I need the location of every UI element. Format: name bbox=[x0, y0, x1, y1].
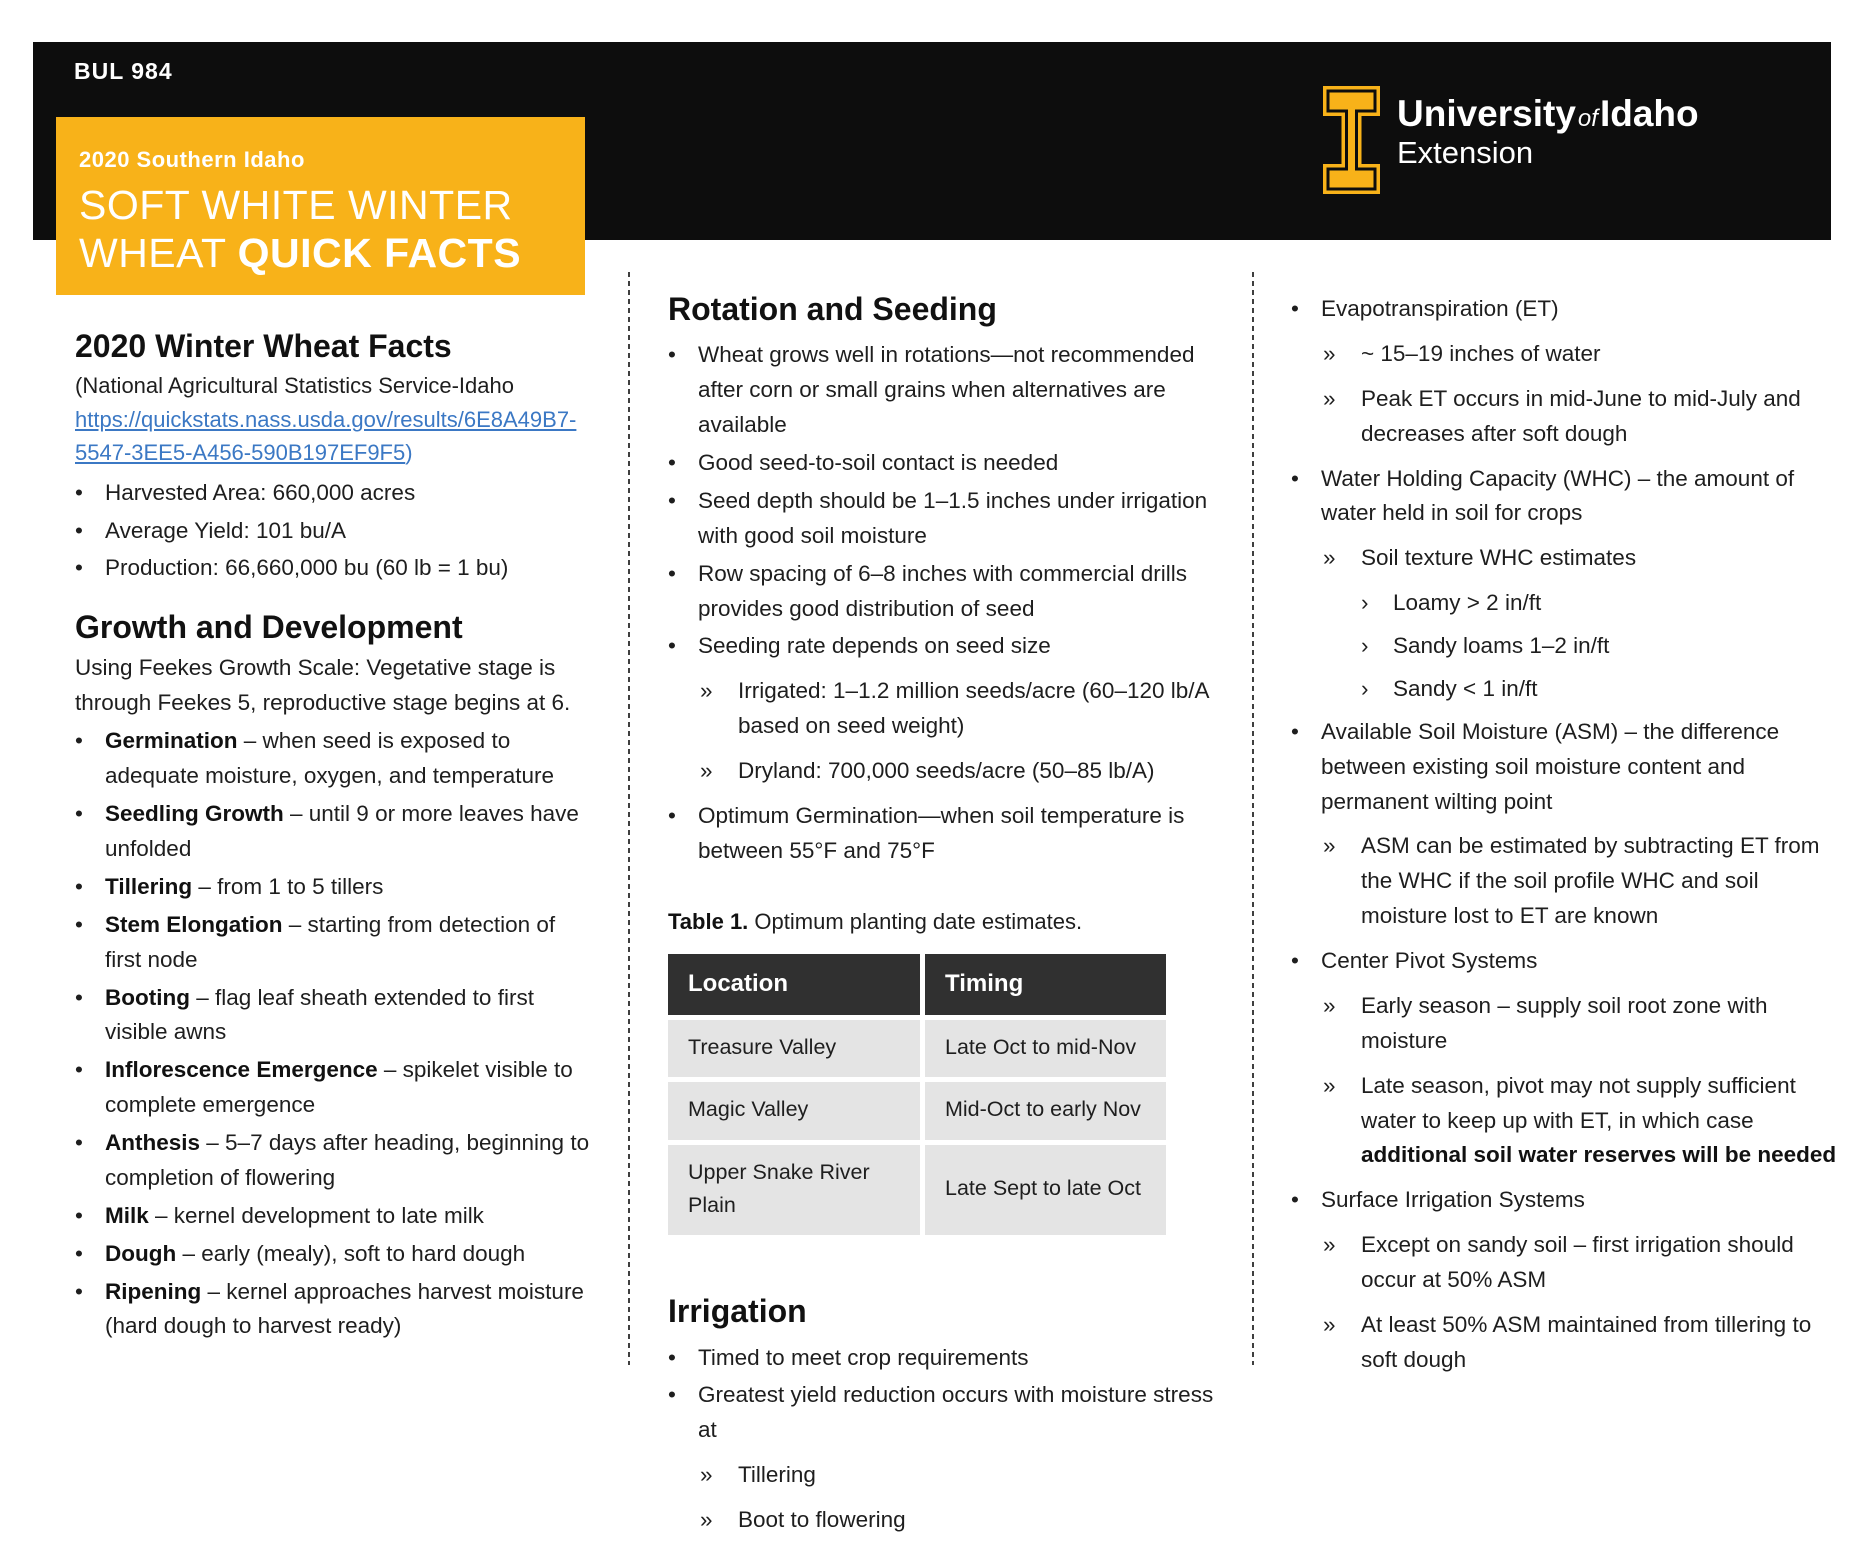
stage-term: Anthesis bbox=[105, 1130, 201, 1156]
stage-description: – 5–7 days after heading, beginning to completion of flowering bbox=[105, 1130, 590, 1190]
growth-heading: Growth and Development bbox=[75, 609, 463, 646]
logo-word-of: of bbox=[1577, 105, 1598, 132]
list-item-text: Evapotranspiration (ET) bbox=[1321, 296, 1559, 321]
right-column bbox=[1291, 292, 1839, 1388]
table-cell-location: Magic Valley bbox=[668, 1082, 920, 1139]
list-item-text: Available Soil Moisture (ASM) – the difference between existing soil moisture content and permanent wilting point bbox=[1321, 718, 1780, 814]
list-item bbox=[1323, 1308, 1839, 1378]
chevron-bullet-icon: » bbox=[1323, 385, 1336, 411]
list-item-text: ~ 15–19 inches of water bbox=[1361, 340, 1601, 366]
list-item-text: Water Holding Capacity (WHC) – the amount of water held in soil for crops bbox=[1321, 465, 1795, 526]
list-item bbox=[1323, 337, 1839, 372]
table-caption bbox=[668, 905, 1216, 939]
growth-stage-item bbox=[75, 797, 590, 867]
list-item bbox=[1291, 292, 1839, 327]
chevron-bullet-icon: » bbox=[1323, 1072, 1336, 1098]
stage-description: – starting from detection of first node bbox=[105, 911, 556, 972]
chevron-bullet-icon: » bbox=[700, 678, 713, 704]
list-item-text: Good seed-to-soil contact is needed bbox=[698, 450, 1059, 476]
table-cell-location: Upper Snake River Plain bbox=[668, 1145, 920, 1236]
bullet-icon: • bbox=[75, 1240, 83, 1266]
list-item-text: Irrigated: 1–1.2 million seeds/acre (60–120 lb/A based on seed weight) bbox=[738, 678, 1209, 739]
list-item-text: Dryland: 700,000 seeds/acre (50–85 lb/A) bbox=[738, 758, 1155, 784]
stage-term: Inflorescence Emergence bbox=[105, 1057, 378, 1083]
bullet-icon: • bbox=[75, 1130, 83, 1156]
list-item-text: Sandy < 1 in/ft bbox=[1393, 675, 1538, 701]
bullet-icon: • bbox=[75, 555, 83, 581]
list-item-text: Optimum Germination—when soil temperature is between 55°F and 75°F bbox=[698, 802, 1185, 863]
bullet-icon: • bbox=[75, 1278, 83, 1304]
stage-description: – when seed is exposed to adequate moisture, oxygen, and temperature bbox=[105, 728, 555, 789]
logo-extension: Extension bbox=[1397, 134, 1534, 170]
chevron-bullet-icon: › bbox=[1361, 590, 1369, 616]
list-item bbox=[1323, 829, 1839, 934]
growth-stage-item bbox=[75, 1237, 590, 1272]
growth-stages-list bbox=[75, 724, 590, 1344]
growth-intro: Using Feekes Growth Scale: Vegetative stage is through Feekes 5, reproductive stage begins at 6. bbox=[75, 654, 571, 715]
column-divider-left bbox=[628, 272, 630, 1365]
growth-stage-item bbox=[75, 724, 590, 794]
list-item-text: Loamy > 2 in/ft bbox=[1393, 590, 1542, 616]
list-item-text: Peak ET occurs in mid-June to mid-July and decreases after soft dough bbox=[1361, 385, 1801, 446]
growth-stage-item bbox=[75, 1275, 590, 1345]
bullet-icon: • bbox=[668, 633, 676, 659]
list-item bbox=[1323, 382, 1839, 452]
stage-term: Milk bbox=[105, 1202, 149, 1228]
list-item-text: Center Pivot Systems bbox=[1321, 948, 1538, 973]
logo-word-university: University bbox=[1397, 93, 1576, 134]
list-item bbox=[1323, 989, 1839, 1059]
list-item-text: Late season, pivot may not supply sufficient water to keep up with ET, in which case additional soil water reserves will be needed bbox=[1361, 1072, 1837, 1168]
list-item-text: Greatest yield reduction occurs with moisture stress at bbox=[698, 1382, 1214, 1443]
table-cell-timing: Late Sept to late Oct bbox=[925, 1145, 1166, 1236]
list-item-text: Surface Irrigation Systems bbox=[1321, 1187, 1585, 1213]
left-column bbox=[75, 327, 590, 1347]
list-item-text: Timed to meet crop requirements bbox=[698, 1344, 1029, 1370]
bullet-icon: • bbox=[668, 802, 676, 828]
list-item-text: Seeding rate depends on seed size bbox=[698, 633, 1051, 659]
table-row bbox=[668, 1020, 1166, 1077]
growth-stage-item bbox=[75, 981, 590, 1051]
growth-stage-item bbox=[75, 1053, 590, 1123]
planting-date-table-block bbox=[668, 905, 1216, 1241]
banner-kicker: 2020 Southern Idaho bbox=[79, 147, 305, 172]
bullet-icon: • bbox=[1291, 948, 1299, 973]
chevron-bullet-icon: » bbox=[1323, 992, 1336, 1018]
stage-description: – from 1 to 5 tillers bbox=[192, 873, 384, 899]
stage-term: Dough bbox=[105, 1240, 177, 1266]
list-item-text: Average Yield: 101 bu/A bbox=[105, 517, 347, 543]
chevron-bullet-icon: » bbox=[1323, 1311, 1336, 1337]
source-prefix: (National Agricultural Statistics Service-Idaho bbox=[75, 373, 514, 399]
list-item-text: Boot to flowering bbox=[738, 1507, 906, 1533]
list-item bbox=[668, 1341, 1216, 1376]
list-item bbox=[668, 338, 1216, 443]
bullet-icon: • bbox=[75, 728, 83, 754]
bullet-icon: • bbox=[668, 1344, 676, 1370]
stage-description: – early (mealy), soft to hard dough bbox=[176, 1240, 526, 1266]
bullet-icon: • bbox=[75, 479, 83, 505]
chevron-bullet-icon: » bbox=[700, 758, 713, 784]
list-item bbox=[1361, 629, 1839, 664]
list-item bbox=[668, 446, 1216, 481]
banner-title-line1: SOFT WHITE WINTER bbox=[79, 182, 513, 228]
list-item bbox=[700, 1503, 1216, 1538]
list-item-text: ASM can be estimated by subtracting ET from the WHC if the soil profile WHC and soil moisture lost to ET are known bbox=[1361, 833, 1820, 929]
logo-university-of-idaho bbox=[1397, 94, 1699, 135]
bullet-icon: • bbox=[668, 450, 676, 476]
stage-term: Booting bbox=[105, 984, 190, 1010]
irrigation-heading: Irrigation bbox=[668, 1293, 807, 1330]
list-item bbox=[1323, 1228, 1839, 1298]
list-item bbox=[1291, 715, 1839, 820]
bullet-icon: • bbox=[668, 1382, 676, 1408]
stage-term: Tillering bbox=[105, 873, 193, 899]
list-item bbox=[75, 551, 590, 586]
stage-term: Stem Elongation bbox=[105, 911, 283, 937]
bullet-icon: • bbox=[1291, 465, 1299, 491]
list-item-text: Sandy loams 1–2 in/ft bbox=[1393, 633, 1610, 658]
list-item bbox=[1361, 586, 1839, 621]
chevron-bullet-icon: » bbox=[1323, 545, 1336, 571]
banner-title-regular: WHEAT bbox=[79, 230, 238, 277]
table-header-row bbox=[668, 954, 1166, 1015]
list-item-text: Tillering bbox=[738, 1462, 816, 1488]
chevron-bullet-icon: › bbox=[1361, 633, 1369, 658]
title-banner bbox=[56, 117, 585, 295]
list-item-text: Production: 66,660,000 bu (60 lb = 1 bu) bbox=[105, 555, 509, 581]
list-item bbox=[1291, 462, 1839, 532]
bullet-icon: • bbox=[1291, 296, 1299, 321]
list-item-text: At least 50% ASM maintained from tillering to soft dough bbox=[1361, 1311, 1812, 1372]
list-item bbox=[700, 754, 1216, 789]
source-suffix: ) bbox=[405, 440, 413, 466]
bullet-icon: • bbox=[668, 487, 676, 513]
chevron-bullet-icon: › bbox=[1361, 675, 1369, 701]
banner-title-bold: QUICK FACTS bbox=[237, 230, 522, 277]
stage-description: – spikelet visible to complete emergence bbox=[105, 1057, 573, 1118]
list-item bbox=[668, 629, 1216, 664]
list-item-text: Row spacing of 6–8 inches with commercial drills provides good distribution of seed bbox=[698, 560, 1187, 621]
list-item bbox=[700, 674, 1216, 744]
logo-word-idaho: Idaho bbox=[1599, 93, 1699, 134]
chevron-bullet-icon: » bbox=[1323, 340, 1336, 366]
facts-list bbox=[75, 476, 590, 587]
list-item bbox=[1361, 672, 1839, 707]
bullet-icon: • bbox=[668, 342, 676, 368]
growth-stage-item bbox=[75, 908, 590, 978]
list-item bbox=[1291, 1183, 1839, 1218]
bullet-icon: • bbox=[1291, 718, 1299, 744]
source-link[interactable]: https://quickstats.nass.usda.gov/results/6E8A49B7-5547-3EE5-A456-590B197EF9F5 bbox=[75, 406, 577, 466]
bullet-icon: • bbox=[1291, 1187, 1299, 1213]
bullet-icon: • bbox=[75, 1202, 83, 1228]
list-item bbox=[75, 476, 590, 511]
bullet-icon: • bbox=[75, 801, 83, 827]
middle-column bbox=[668, 290, 1216, 1548]
water-management-list bbox=[1291, 292, 1839, 1378]
list-item-text: Seed depth should be 1–1.5 inches under irrigation with good soil moisture bbox=[698, 487, 1208, 548]
stage-term: Seedling Growth bbox=[105, 801, 284, 827]
list-item-text: Harvested Area: 660,000 acres bbox=[105, 479, 416, 505]
list-item bbox=[700, 1458, 1216, 1493]
logo-wordmark bbox=[1397, 94, 1699, 170]
list-item-text: Soil texture WHC estimates bbox=[1361, 545, 1637, 571]
bullet-icon: • bbox=[75, 517, 83, 543]
facts-heading: 2020 Winter Wheat Facts bbox=[75, 328, 452, 364]
table-cell-timing: Mid-Oct to early Nov bbox=[925, 1082, 1166, 1139]
growth-stage-item bbox=[75, 870, 590, 905]
table-caption-label: Table 1. bbox=[668, 908, 749, 934]
facts-source bbox=[75, 369, 590, 469]
list-item bbox=[668, 799, 1216, 869]
stage-description: – flag leaf sheath extended to first visible awns bbox=[105, 984, 534, 1045]
table-header-location: Location bbox=[668, 954, 920, 1015]
bullet-icon: • bbox=[75, 873, 83, 899]
irrigation-list bbox=[668, 1341, 1216, 1538]
bullet-icon: • bbox=[75, 1057, 83, 1083]
column-divider-right bbox=[1252, 272, 1254, 1365]
list-item bbox=[1291, 944, 1839, 979]
table-cell-timing: Late Oct to mid-Nov bbox=[925, 1020, 1166, 1077]
bullet-icon: • bbox=[75, 984, 83, 1010]
bulletin-id: BUL 984 bbox=[74, 58, 173, 84]
list-item bbox=[75, 514, 590, 549]
list-item bbox=[668, 484, 1216, 554]
stage-term: Ripening bbox=[105, 1278, 202, 1304]
chevron-bullet-icon: » bbox=[700, 1462, 713, 1488]
chevron-bullet-icon: » bbox=[700, 1507, 713, 1533]
stage-description: – kernel approaches harvest moisture (hard dough to harvest ready) bbox=[105, 1278, 584, 1339]
list-item bbox=[1323, 1069, 1839, 1174]
banner-title-line2 bbox=[79, 229, 585, 277]
table-caption-text: Optimum planting date estimates. bbox=[748, 908, 1083, 934]
table-cell-location: Treasure Valley bbox=[668, 1020, 920, 1077]
university-of-idaho-logo bbox=[1323, 86, 1699, 194]
chevron-bullet-icon: » bbox=[1323, 833, 1336, 859]
list-item-text: Early season – supply soil root zone with moisture bbox=[1361, 992, 1768, 1053]
growth-stage-item bbox=[75, 1126, 590, 1196]
growth-stage-item bbox=[75, 1199, 590, 1234]
stage-term: Germination bbox=[105, 728, 238, 754]
list-item bbox=[668, 1378, 1216, 1448]
bullet-icon: • bbox=[75, 911, 83, 937]
list-item-text: Except on sandy soil – first irrigation should occur at 50% ASM bbox=[1361, 1232, 1794, 1292]
rotation-heading: Rotation and Seeding bbox=[668, 291, 997, 327]
table-row bbox=[668, 1145, 1166, 1236]
chevron-bullet-icon: » bbox=[1323, 1232, 1336, 1258]
list-item-text: Wheat grows well in rotations—not recommended after corn or small grains when alternatives are available bbox=[698, 342, 1195, 438]
table-header-timing: Timing bbox=[925, 954, 1166, 1015]
block-i-logo-icon bbox=[1323, 86, 1380, 194]
list-item bbox=[1323, 541, 1839, 576]
planting-date-table bbox=[663, 949, 1171, 1240]
table-row bbox=[668, 1082, 1166, 1139]
stage-description: – kernel development to late milk bbox=[148, 1202, 484, 1228]
stage-description: – until 9 or more leaves have unfolded bbox=[105, 801, 579, 862]
list-item bbox=[668, 557, 1216, 627]
list-item-bold-text: additional soil water reserves will be needed bbox=[1361, 1142, 1837, 1168]
rotation-list bbox=[668, 338, 1216, 868]
bullet-icon: • bbox=[668, 560, 676, 586]
